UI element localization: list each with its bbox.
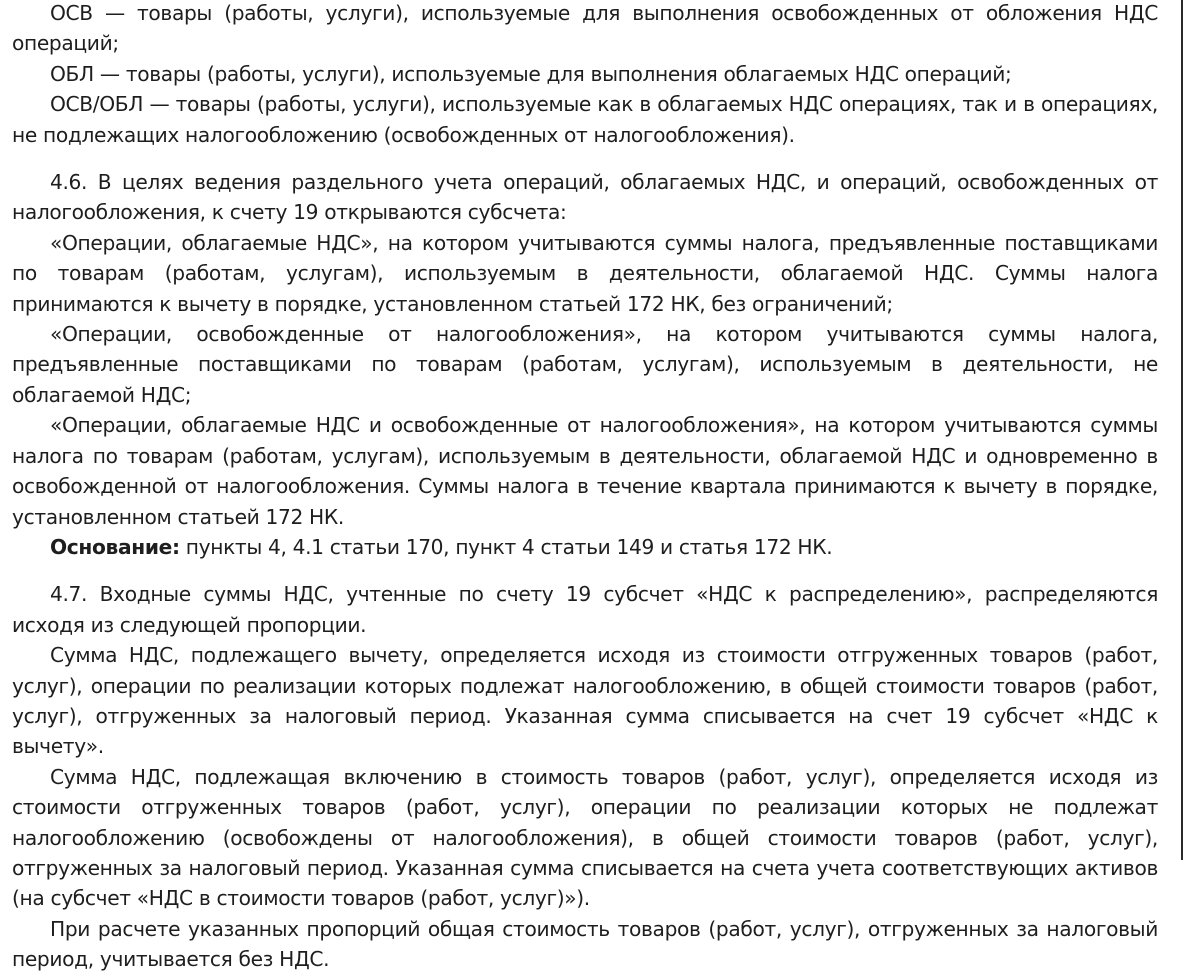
paragraph-subaccount-exempt: «Операции, освобожденные от налогообложения», на котором учитываются суммы налога, предъявленные поставщиками по товарам (работам, услугам), используемым в деятельности, не облагаемой НДС; [12, 322, 1158, 407]
paragraph-included-vat: Сумма НДС, подлежащая включению в стоимость товаров (работ, услуг), определяется исходя из стоимости отгруженных товаров (работ, услуг), операции по реализации которых не подлежат налогообложению (освобождены от налогообложения), в общей стоимости товаров (работ, услуг), отгруженных за налоговый период. Указанная сумма списывается на счета учета соответствующих активов (на субсчет «НДС в стоимости товаров (работ, услуг)»). [12, 764, 1158, 911]
right-margin-rule [1181, 0, 1183, 860]
paragraph-obl: ОБЛ — товары (работы, услуги), используемые для выполнения облагаемых НДС операций; [50, 61, 1012, 86]
paragraph-subaccount-mixed: «Операции, облагаемые НДС и освобожденные от налогообложения», на котором учитываются суммы налога по товарам (работам, услугам), используемым в деятельности, облагаемой НДС и одновременно в освобожденной от налогообложения. Суммы налога в течение квартала принимаются к вычету в порядке, установленном статьей 172 НК. [12, 413, 1158, 529]
paragraph-subaccount-taxable: «Операции, облагаемые НДС», на котором учитываются суммы налога, предъявленные поставщиками по товарам (работам, услугам), используемым в деятельности, облагаемой НДС. Суммы налога принимаются к вычету в порядке, установленном статьей 172 НК, без ограничений; [12, 230, 1158, 316]
document-body [12, 0, 1158, 975]
paragraph-deductible-vat: Сумма НДС, подлежащего вычету, определяется исходя из стоимости отгруженных товаров (работ, услуг), операции по реализации которых подлежат налогообложению, в общей стоимости товаров (работ, услуг), отгруженных за налоговый период. Указанная сумма списывается на счет 19 субсчет «НДС к вычету». [12, 643, 1158, 759]
paragraph-4-7: 4.7. Входные суммы НДС, учтенные по счету 19 субсчет «НДС к распределению», распределяются исходя из следующей пропорции. [12, 582, 1158, 637]
basis-label: Основание: [50, 534, 180, 559]
paragraph-osv-obl: ОСВ/ОБЛ — товары (работы, услуги), используемые как в облагаемых НДС операциях, так и в операциях, не подлежащих налогообложению (освобожденных от налогообложения). [12, 92, 1158, 147]
basis-text: пункты 4, 4.1 статьи 170, пункт 4 статьи 149 и статья 172 НК. [179, 534, 833, 559]
paragraph-osv: ОСВ — товары (работы, услуги), используемые для выполнения освобожденных от обложения НДС операций; [12, 1, 1158, 56]
paragraph-4-6: 4.6. В целях ведения раздельного учета операций, облагаемых НДС, и операций, освобожденных от налогообложения, к счету 19 открываются субсчета: [12, 170, 1158, 225]
paragraph-basis [12, 532, 1158, 562]
paragraph-proportion-calc: При расчете указанных пропорций общая стоимость товаров (работ, услуг), отгруженных за налоговый период, учитывается без НДС. [12, 916, 1158, 972]
